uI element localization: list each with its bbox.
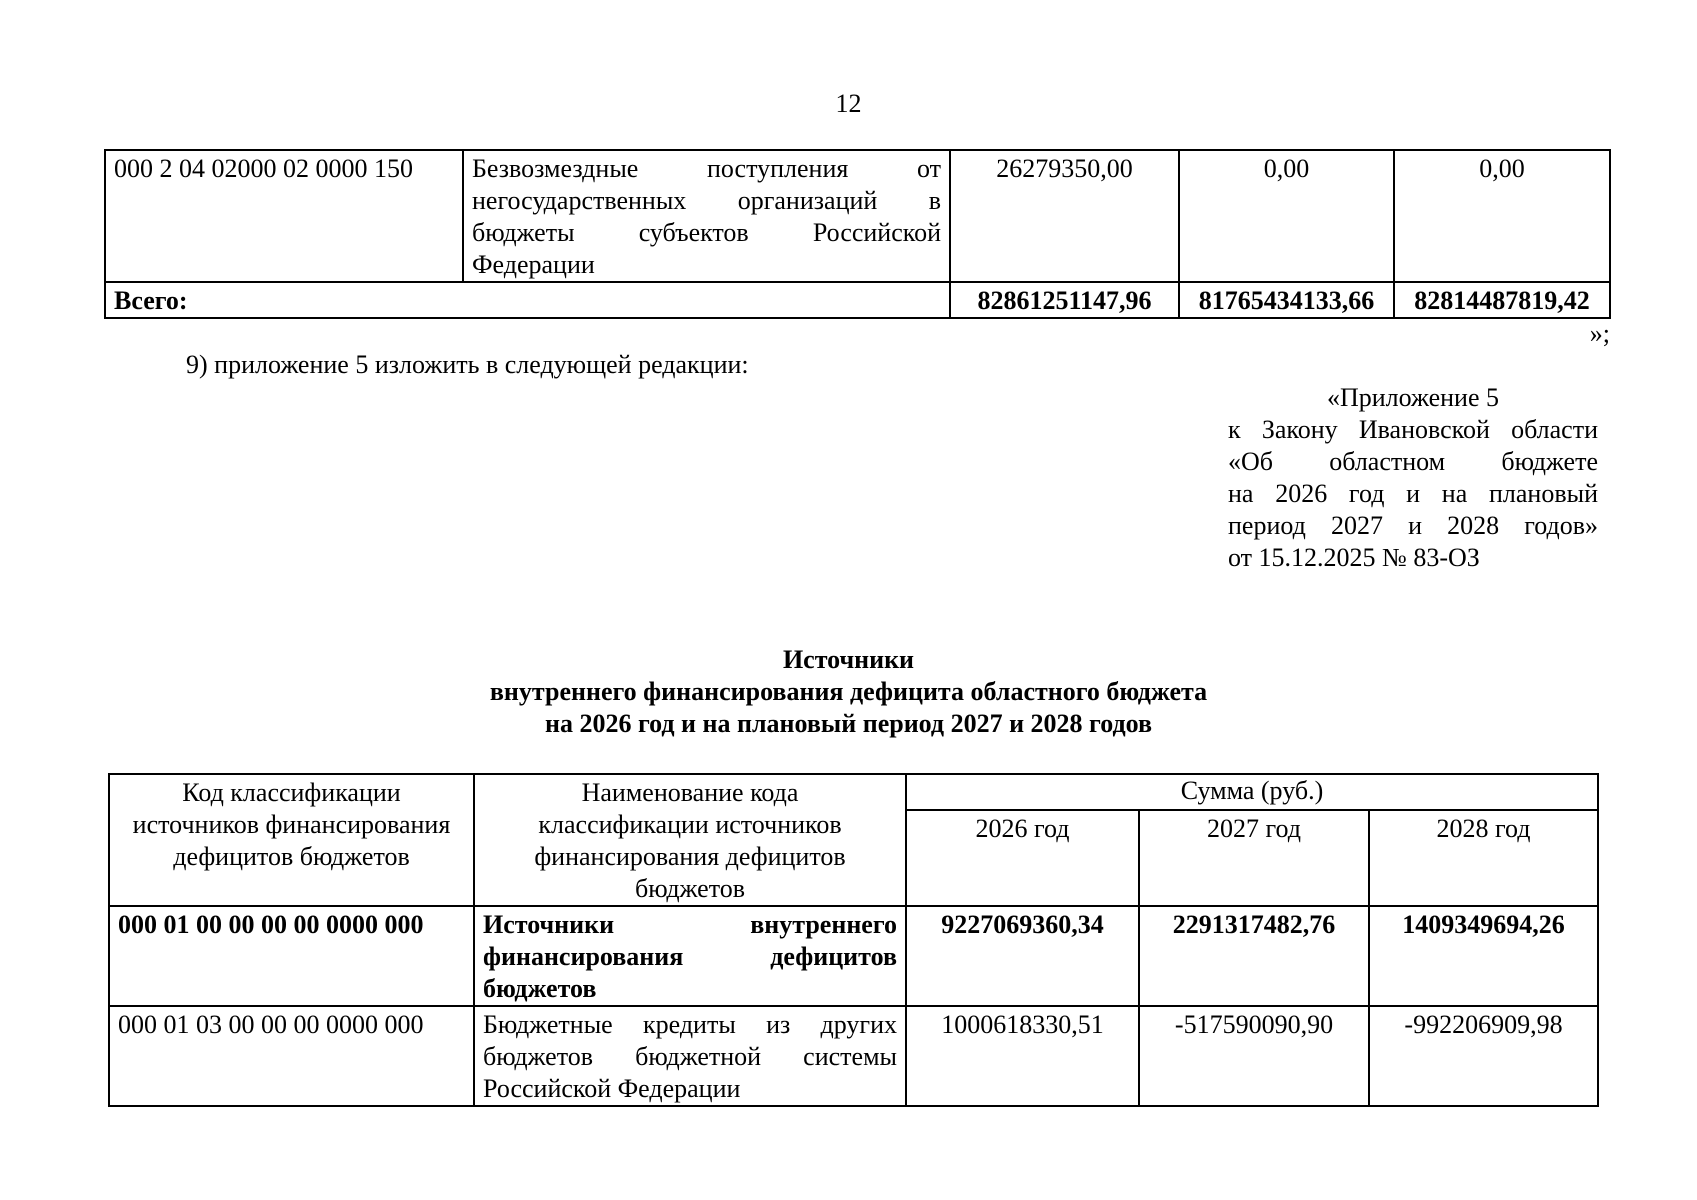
- header-2028: 2028 год: [1369, 810, 1598, 906]
- name-cell: [474, 1006, 906, 1106]
- title-line: внутреннего финансирования дефицита областного бюджета: [489, 677, 1208, 706]
- appendix-line: «Приложение 5: [1326, 383, 1500, 412]
- amount-2028-cell: 0,00: [1394, 150, 1610, 282]
- document-title: [0, 644, 1697, 740]
- title-line: Источники: [782, 645, 915, 674]
- header-2027: 2027 год: [1139, 810, 1369, 906]
- amount-2027-cell: -517590090,90: [1139, 1006, 1369, 1106]
- name-cell: [463, 150, 950, 282]
- header-line: источников финансирования: [132, 810, 451, 839]
- amount-2028-cell: -992206909,98: [1369, 1006, 1598, 1106]
- amount-2026-cell: 26279350,00: [950, 150, 1179, 282]
- table-row: [105, 150, 1610, 282]
- header-line: Код классификации: [182, 778, 401, 807]
- name-line: бюджетов бюджетной системы: [483, 1042, 897, 1071]
- name-line: бюджеты субъектов Российской: [472, 218, 941, 247]
- appendix-header: [1228, 382, 1598, 574]
- name-line: Безвозмездные поступления от: [472, 154, 941, 183]
- total-2028: 82814487819,42: [1394, 282, 1610, 318]
- name-line: Бюджетные кредиты из других: [483, 1010, 897, 1039]
- table-row: [109, 1006, 1598, 1106]
- name-line: Источники внутреннего: [483, 910, 897, 939]
- appendix-line: период 2027 и 2028 годов»: [1228, 511, 1598, 540]
- amount-2026-cell: 9227069360,34: [906, 906, 1139, 1006]
- revenue-table-fragment: [104, 149, 1611, 319]
- total-2027: 81765434133,66: [1179, 282, 1394, 318]
- title-line: на 2026 год и на плановый период 2027 и 2028 годов: [544, 709, 1153, 738]
- name-cell: [474, 906, 906, 1006]
- closing-quote: »;: [1589, 319, 1610, 348]
- name-line: бюджетов: [483, 974, 597, 1003]
- name-line: финансирования дефицитов: [483, 942, 897, 971]
- page-number: 12: [835, 89, 862, 118]
- header-name: [474, 774, 906, 906]
- amendment-instruction: 9) приложение 5 изложить в следующей редакции:: [186, 350, 749, 379]
- name-line: Федерации: [472, 250, 595, 279]
- amount-2027-cell: 2291317482,76: [1139, 906, 1369, 1006]
- header-line: классификации источников: [538, 810, 842, 839]
- amount-2027-cell: 0,00: [1179, 150, 1394, 282]
- financing-sources-table: [108, 773, 1599, 1107]
- amount-2026-cell: 1000618330,51: [906, 1006, 1139, 1106]
- name-line: Российской Федерации: [483, 1074, 741, 1103]
- total-2026: 82861251147,96: [950, 282, 1179, 318]
- code-cell: 000 2 04 02000 02 0000 150: [105, 150, 463, 282]
- header-line: бюджетов: [634, 874, 746, 903]
- appendix-line: на 2026 год и на плановый: [1228, 479, 1598, 508]
- header-sum: Сумма (руб.): [906, 774, 1598, 810]
- appendix-line: «Об областном бюджете: [1228, 447, 1598, 476]
- appendix-line: к Закону Ивановской области: [1228, 415, 1598, 444]
- header-line: Наименование кода: [581, 778, 799, 807]
- total-row: [105, 282, 1610, 318]
- code-cell: 000 01 00 00 00 00 0000 000: [109, 906, 474, 1006]
- header-code: [109, 774, 474, 906]
- header-2026: 2026 год: [906, 810, 1139, 906]
- table-row: [109, 906, 1598, 1006]
- header-line: финансирования дефицитов: [534, 842, 846, 871]
- appendix-line: от 15.12.2025 № 83-ОЗ: [1228, 543, 1480, 572]
- amount-2028-cell: 1409349694,26: [1369, 906, 1598, 1006]
- header-line: дефицитов бюджетов: [173, 842, 410, 871]
- code-cell: 000 01 03 00 00 00 0000 000: [109, 1006, 474, 1106]
- total-label: Всего:: [105, 282, 950, 318]
- table-header-row: [109, 774, 1598, 810]
- name-line: негосударственных организаций в: [472, 186, 941, 215]
